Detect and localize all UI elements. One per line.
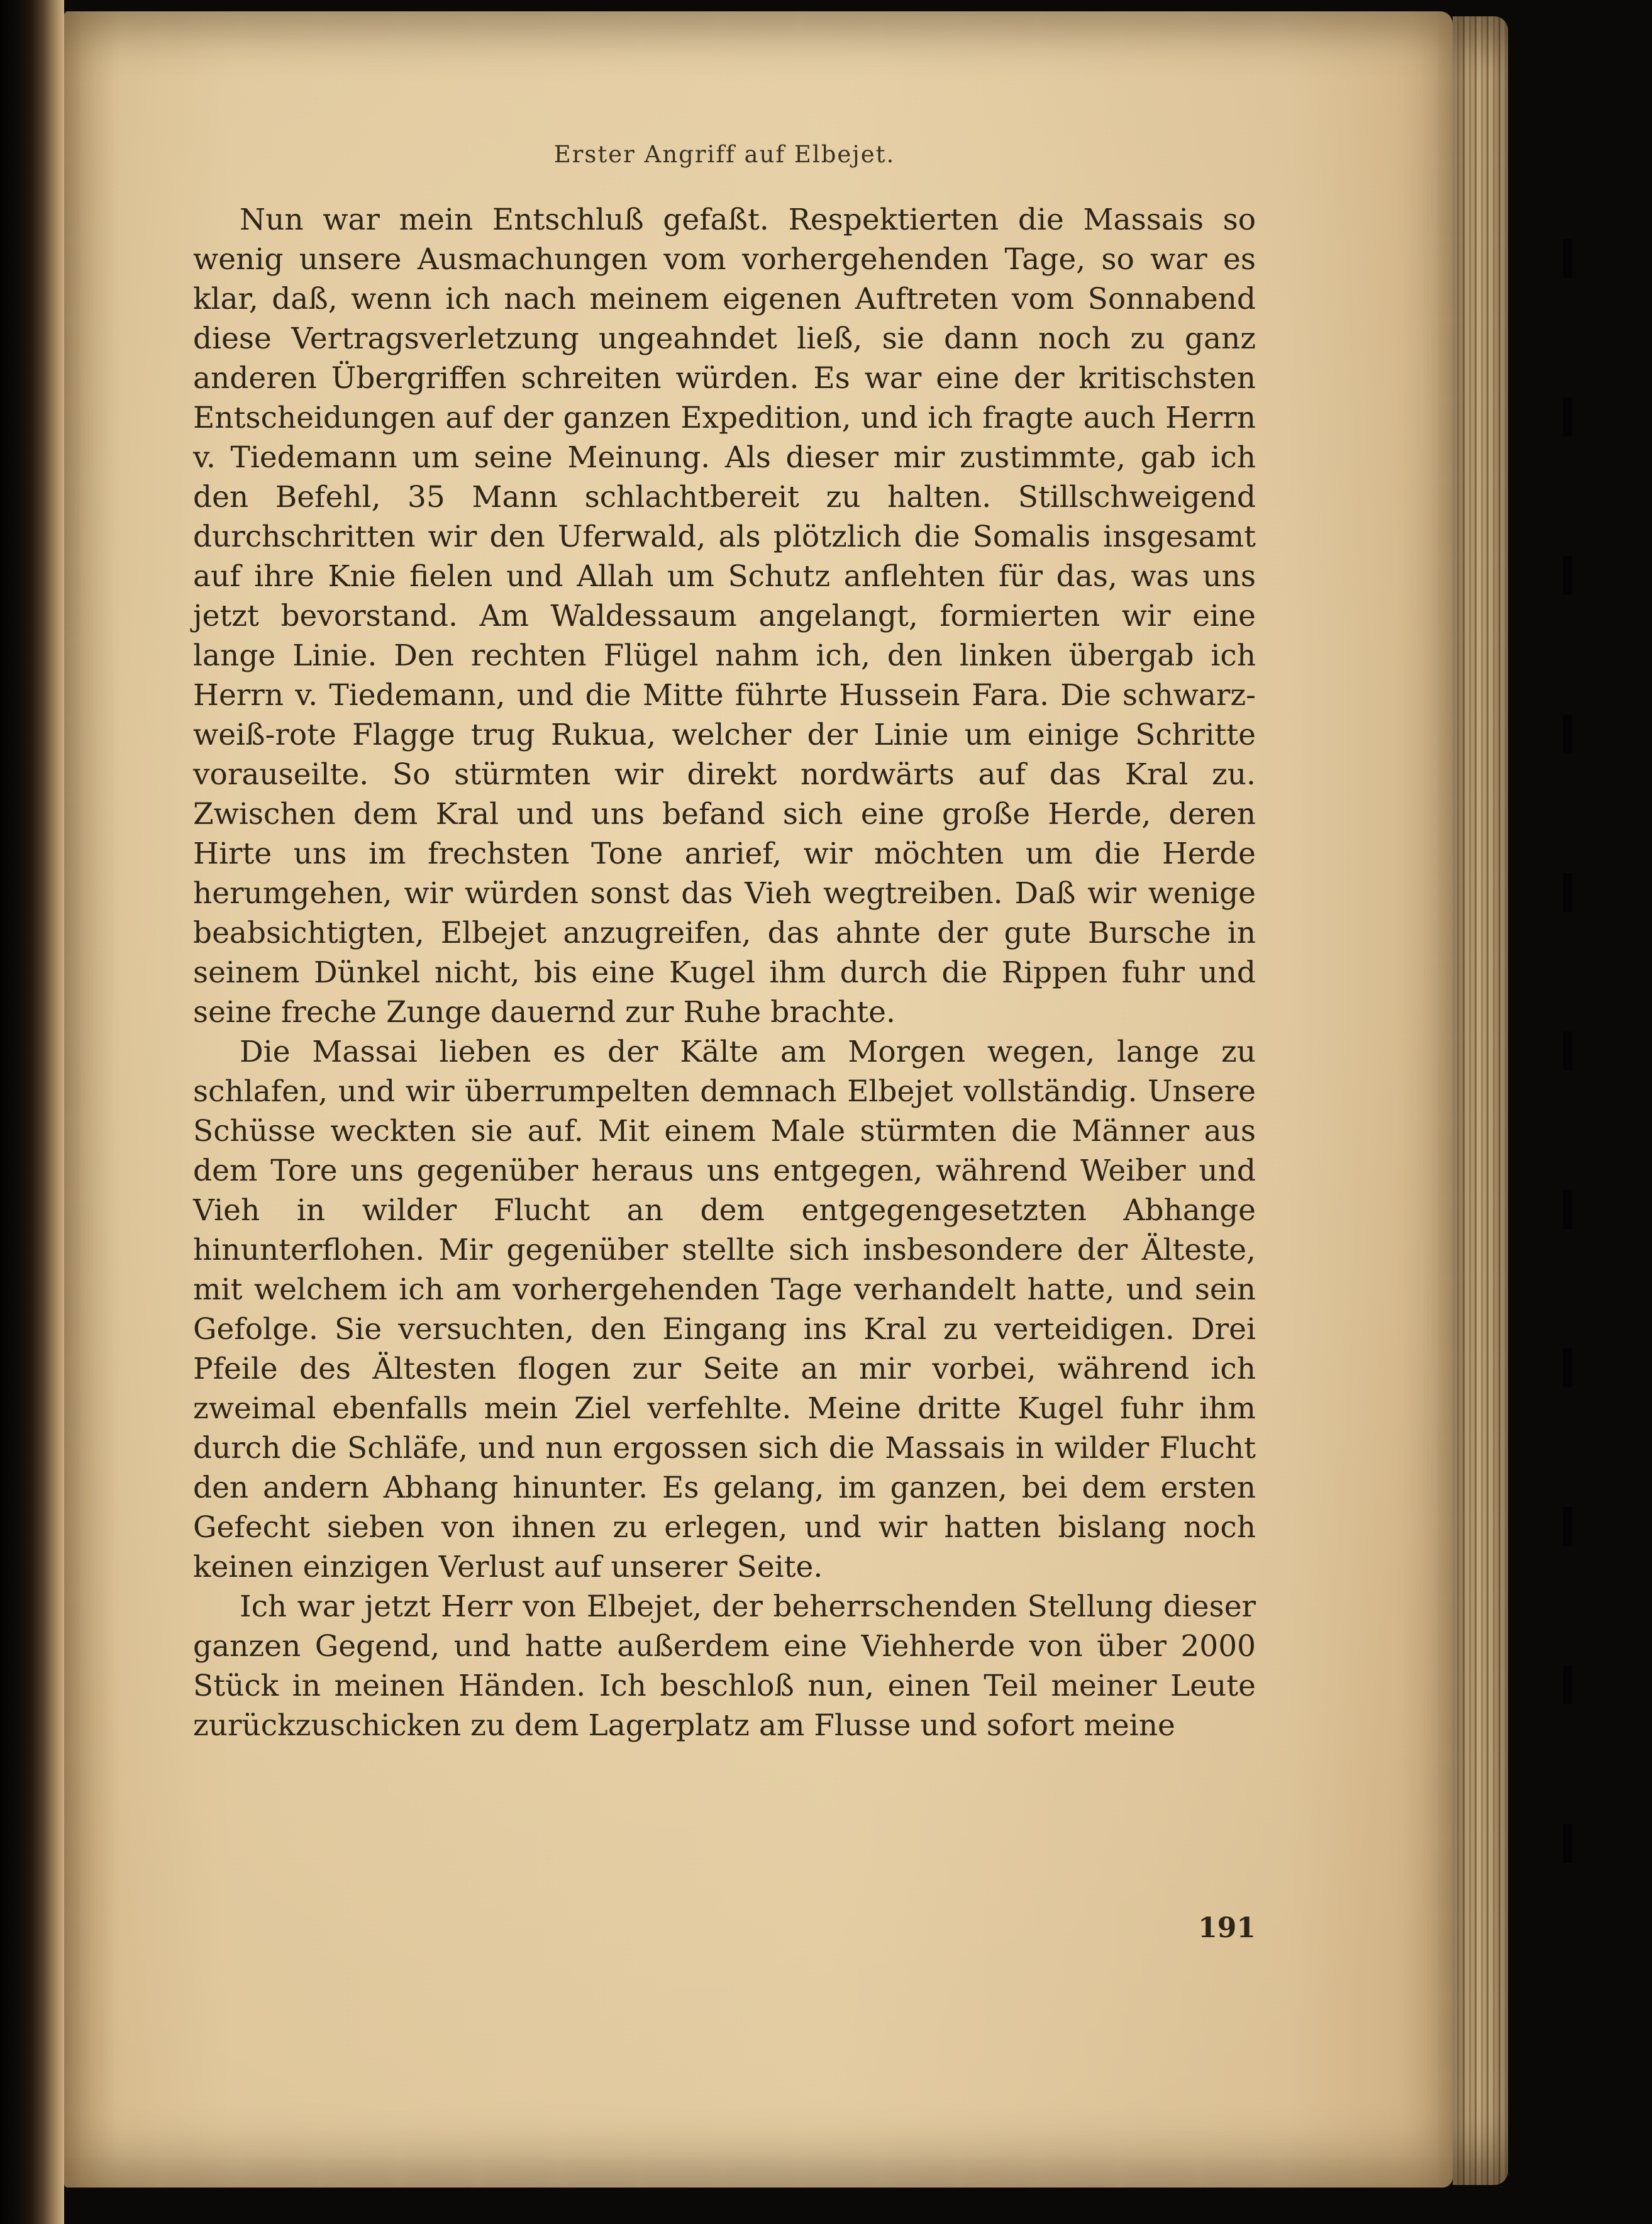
paragraph-3: Ich war jetzt Herr von Elbejet, der beherrschenden Stellung dieser ganzen Gegend, und hatte außerdem eine Viehherde von über 2000 Stück in meinen Händen. Ich beschloß nun, einen Teil meiner Leute zurückzuschicken zu dem Lagerplatz am Flusse und sofort meine: [193, 1589, 1256, 1743]
binding-stitches: [1563, 239, 1572, 1975]
paragraph-1: Nun war mein Entschluß gefaßt. Respektierten die Massais so wenig unsere Ausmachungen vom vorhergehenden Tage, so war es klar, daß, wenn ich nach meinem eigenen Auftreten vom Sonnabend diese Vertragsverletzung ungeahndet ließ, sie dann noch zu ganz anderen Übergriffen schreiten würden. Es war eine der kritischsten Entscheidungen auf der ganzen Expedition, und ich fragte auch Herrn v. Tiedemann um seine Meinung. Als dieser mir zustimmte, gab ich den Befehl, 35 Mann schlachtbereit zu halten. Stillschweigend durchschritten wir den Uferwald, als plötzlich die Somalis insgesamt auf ihre Knie fielen und Allah um Schutz anflehten für das, was uns jetzt bevorstand. Am Waldessaum angelangt, formierten wir eine lange Linie. Den rechten Flügel nahm ich, den linken übergab ich Herrn v. Tiedemann, und die Mitte führte Hussein Fara. Die schwarz-weiß-rote Flagge trug Rukua, welcher der Linie um einige Schritte vorauseilte. So stürmten wir direkt nordwärts auf das Kral zu. Zwischen dem Kral und uns befand sich eine große Herde, deren Hirte uns im frechsten Tone anrief, wir möchten um die Herde herumgehen, wir würden sonst das Vieh wegtreiben. Daß wir wenige beabsichtigten, Elbejet anzugreifen, das ahnte der gute Bursche in seinem Dünkel nicht, bis eine Kugel ihm durch die Rippen fuhr und seine freche Zunge dauernd zur Ruhe brachte.: [193, 203, 1256, 1030]
page-edges: [1453, 16, 1508, 2185]
back-cover-binding: [1508, 0, 1652, 2224]
running-header: Erster Angriff auf Elbejet.: [553, 141, 895, 168]
paragraph-2: Die Massai lieben es der Kälte am Morgen wegen, lange zu schlafen, und wir überrumpelten demnach Elbejet vollständig. Unsere Schüsse weckten sie auf. Mit einem Male stürmten die Männer aus dem Tore uns gegenüber heraus uns entgegen, während Weiber und Vieh in wilder Flucht an dem entgegengesetzten Abhange hinunterflohen. Mir gegenüber stellte sich insbesondere der Älteste, mit welchem ich am vorhergehenden Tage verhandelt hatte, und sein Gefolge. Sie versuchten, den Eingang ins Kral zu verteidigen. Drei Pfeile des Ältesten flogen zur Seite an mir vorbei, während ich zweimal ebenfalls mein Ziel verfehlte. Meine dritte Kugel fuhr ihm durch die Schläfe, und nun ergossen sich die Massais in wilder Flucht den andern Abhang hinunter. Es gelang, im ganzen, bei dem ersten Gefecht sieben von ihnen zu erlegen, und wir hatten bislang noch keinen einzigen Verlust auf unserer Seite.: [193, 1035, 1256, 1584]
text-block: [193, 200, 1256, 1745]
page-number: 191: [1198, 1912, 1256, 1944]
book-page: [64, 11, 1453, 2188]
left-book-binding: [0, 0, 64, 2224]
